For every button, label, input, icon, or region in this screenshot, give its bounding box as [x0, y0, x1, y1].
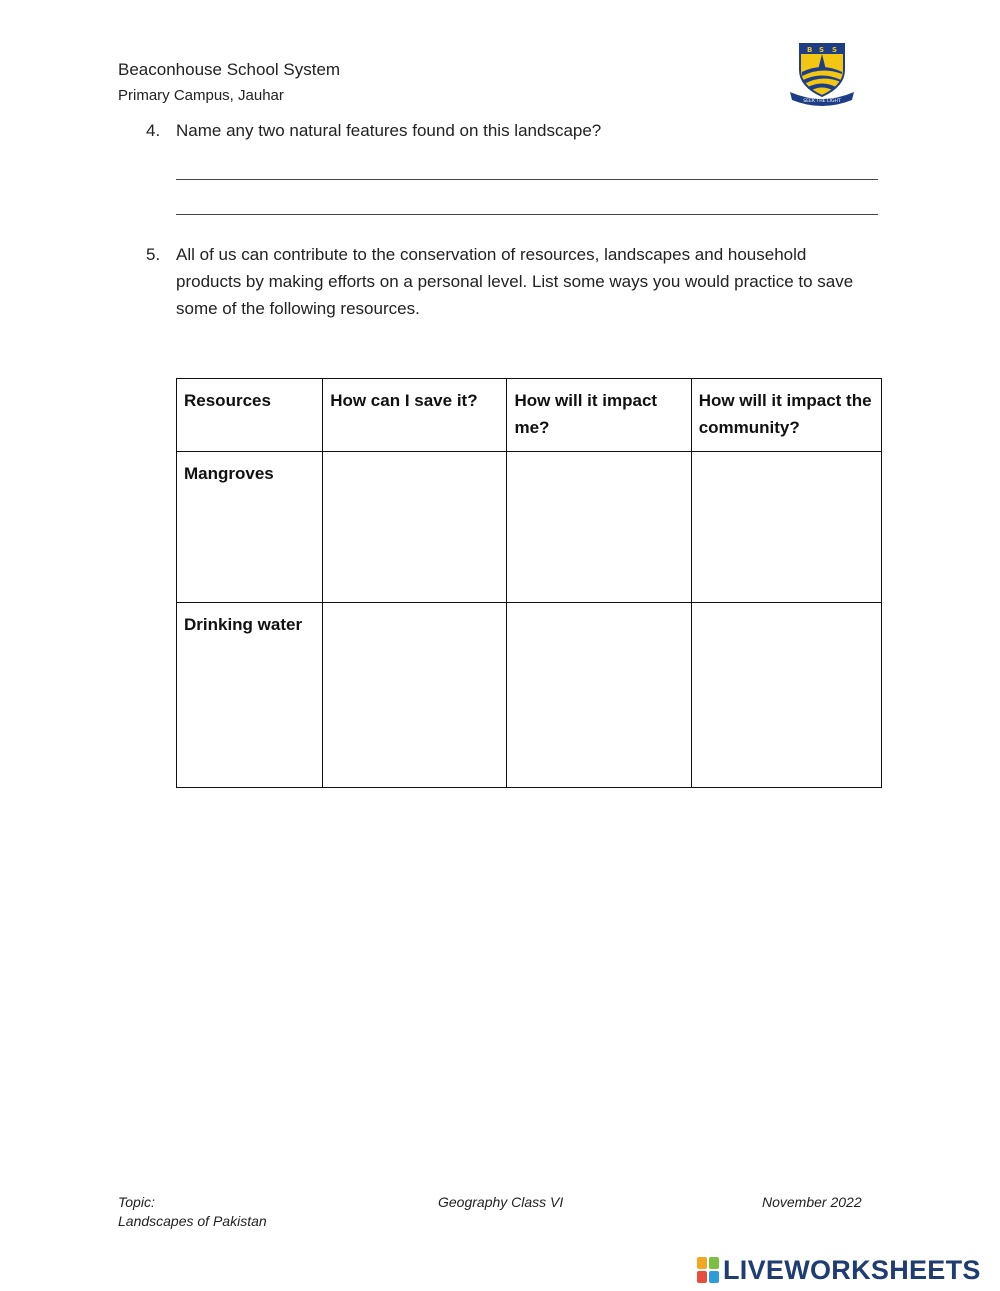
- answer-cell[interactable]: [507, 603, 691, 788]
- school-name: Beaconhouse School System: [118, 60, 341, 79]
- liveworksheets-wordmark: LIVEWORKSHEETS: [723, 1254, 981, 1285]
- answer-cell[interactable]: [507, 452, 691, 603]
- school-crest-logo: [788, 40, 856, 108]
- row-label-drinking-water: Drinking water: [177, 603, 323, 788]
- question-5-text: All of us can contribute to the conservation of resources, landscapes and household products by making efforts on a personal level. List some ways you would practice to save some of the following resources.: [176, 245, 854, 318]
- svg-text:S: S: [832, 46, 838, 54]
- resources-table: [176, 378, 882, 788]
- footer-topic-label: Topic:: [118, 1194, 155, 1210]
- question-4-number: 4.: [146, 121, 161, 140]
- answer-cell[interactable]: [691, 452, 881, 603]
- table-header-row: [177, 379, 882, 452]
- header-impact-me: How will it impact me?: [507, 379, 691, 452]
- question-5: [146, 241, 886, 331]
- svg-text:SEEK THE LIGHT: SEEK THE LIGHT: [803, 99, 841, 104]
- question-5-number: 5.: [146, 245, 161, 264]
- answer-line-1[interactable]: [176, 179, 878, 180]
- svg-text:B: B: [807, 46, 813, 54]
- answer-cell[interactable]: [691, 603, 881, 788]
- answer-cell[interactable]: [323, 603, 507, 788]
- campus-name: Primary Campus, Jauhar: [118, 87, 284, 104]
- header-how-save: How can I save it?: [323, 379, 507, 452]
- row-label-mangroves: Mangroves: [177, 452, 323, 603]
- answer-cell[interactable]: [323, 452, 507, 603]
- liveworksheets-watermark: [697, 1256, 981, 1284]
- question-4: [146, 117, 886, 147]
- footer-subject: Geography Class VI: [438, 1194, 564, 1210]
- question-4-text: Name any two natural features found on this landscape?: [176, 121, 602, 140]
- table-row: [177, 603, 882, 788]
- footer-topic: Landscapes of Pakistan: [118, 1213, 267, 1229]
- footer-date: November 2022: [762, 1194, 862, 1210]
- header-impact-community: How will it impact the community?: [691, 379, 881, 452]
- liveworksheets-logo-icon: [697, 1257, 719, 1283]
- header-resources: Resources: [177, 379, 323, 452]
- svg-text:S: S: [819, 46, 825, 54]
- table-row: [177, 452, 882, 603]
- answer-line-2[interactable]: [176, 214, 878, 215]
